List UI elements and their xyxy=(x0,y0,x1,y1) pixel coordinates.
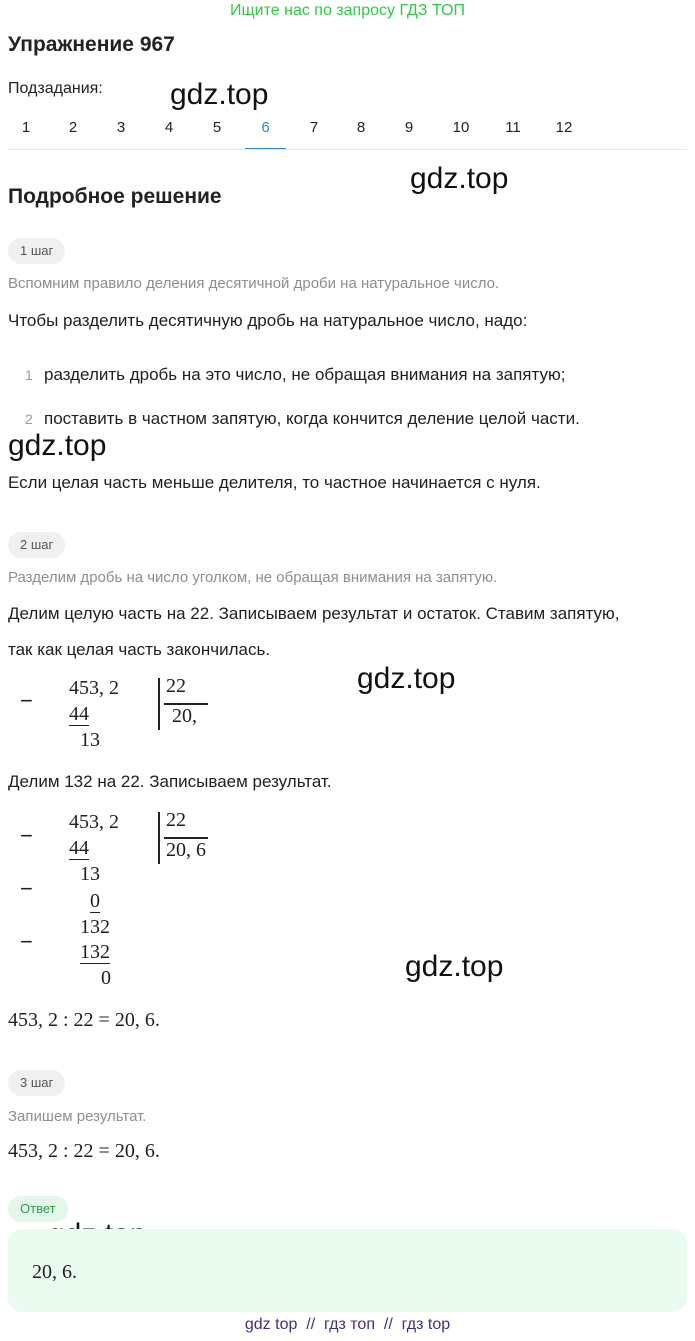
watermark: gdz.top xyxy=(405,950,504,983)
step-text: Делим 132 на 22. Записываем результат. xyxy=(8,772,332,791)
step-text: Чтобы разделить десятичную дробь на натуральное число, надо: xyxy=(8,311,528,330)
tab-8[interactable]: 8 xyxy=(356,119,366,136)
step-text: Если целая часть меньше делителя, то частное начинается с нуля. xyxy=(8,473,541,492)
step-result: 453, 2 : 22 = 20, 6. xyxy=(8,1140,160,1162)
minus-sign: − xyxy=(20,688,33,713)
answer-value: 20, 6. xyxy=(32,1261,77,1283)
top-banner: Ищите нас по запросу ГДЗ ТОП xyxy=(230,2,465,19)
step-hint: Запишем результат. xyxy=(8,1108,147,1125)
tab-10[interactable]: 10 xyxy=(452,119,470,136)
tab-12[interactable]: 12 xyxy=(555,119,573,136)
tab-3[interactable]: 3 xyxy=(116,119,126,136)
tab-2[interactable]: 2 xyxy=(68,119,78,136)
tab-4[interactable]: 4 xyxy=(164,119,174,136)
tabs-divider xyxy=(8,149,687,150)
division-bar xyxy=(158,678,160,730)
dividend: 453, 2 xyxy=(69,811,119,833)
subtrahend: 44 xyxy=(69,837,89,859)
exercise-title: Упражнение 967 xyxy=(8,33,175,56)
list-number: 2 xyxy=(25,411,33,427)
tab-5[interactable]: 5 xyxy=(212,119,222,136)
step-text: так как целая часть закончилась. xyxy=(8,640,271,659)
watermark: gdz.top xyxy=(357,662,456,695)
watermark: gdz.top xyxy=(8,429,107,462)
quotient: 20, 6 xyxy=(166,839,206,861)
step-badge: 1 шаг xyxy=(8,238,65,264)
step-badge: 3 шаг xyxy=(8,1070,65,1096)
minus-sign: − xyxy=(20,929,33,954)
solution-heading: Подробное решение xyxy=(8,185,222,208)
answer-badge: Ответ xyxy=(8,1196,68,1222)
answer-box xyxy=(8,1229,687,1312)
tab-9[interactable]: 9 xyxy=(404,119,414,136)
list-number: 1 xyxy=(25,367,33,383)
quotient: 20, xyxy=(172,705,197,727)
subtrahend: 0 xyxy=(90,890,100,912)
subtrahend: 132 xyxy=(80,941,110,963)
long-division-1 xyxy=(0,672,260,756)
list-item: разделить дробь на это число, не обращая внимания на запятую; xyxy=(44,365,566,384)
list-item: поставить в частном запятую, когда кончится деление целой части. xyxy=(44,409,580,428)
minus-sign: − xyxy=(20,876,33,901)
divisor: 22 xyxy=(166,809,186,831)
minus-sign: − xyxy=(20,823,33,848)
tab-7[interactable]: 7 xyxy=(309,119,319,136)
step-badge: 2 шаг xyxy=(8,532,65,558)
watermark: gdz.top xyxy=(170,78,269,111)
long-division-2 xyxy=(0,806,260,991)
remainder: 132 xyxy=(80,916,110,938)
tab-1[interactable]: 1 xyxy=(21,119,31,136)
watermark: gdz.top xyxy=(410,162,509,195)
footer-links[interactable]: gdz top // гдз топ // гдз top xyxy=(244,1316,451,1333)
divisor: 22 xyxy=(166,675,186,697)
subtrahend: 44 xyxy=(69,703,89,725)
step-hint: Вспомним правило деления десятичной дроби на натуральное число. xyxy=(8,275,500,292)
remainder: 0 xyxy=(101,967,111,989)
division-bar xyxy=(158,812,160,864)
step-result: 453, 2 : 22 = 20, 6. xyxy=(8,1009,160,1031)
subtasks-label: Подзадания: xyxy=(8,80,103,97)
tab-6-active[interactable]: 6 xyxy=(245,119,286,150)
step-text: Делим целую часть на 22. Записываем результат и остаток. Ставим запятую, xyxy=(8,604,620,623)
step-hint: Разделим дробь на число уголком, не обращая внимания на запятую. xyxy=(8,569,498,586)
remainder: 13 xyxy=(80,863,100,885)
tab-11[interactable]: 11 xyxy=(505,119,521,136)
dividend: 453, 2 xyxy=(69,677,119,699)
remainder: 13 xyxy=(80,729,100,751)
